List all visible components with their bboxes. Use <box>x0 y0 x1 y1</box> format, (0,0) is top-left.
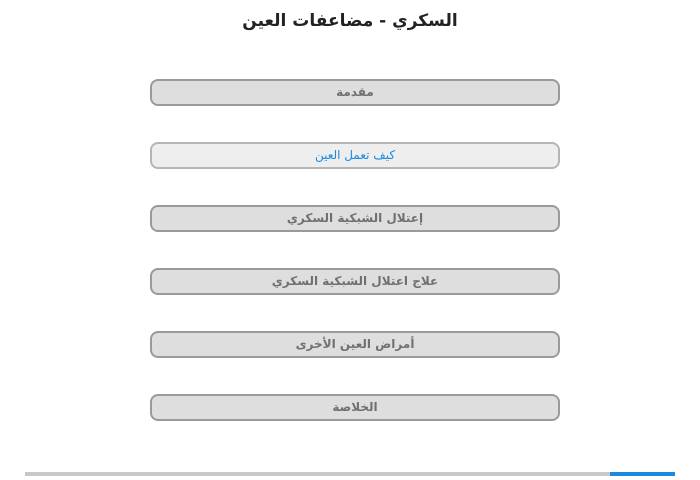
menu-item-summary[interactable]: الخلاصة <box>150 394 560 421</box>
menu-item-how-eye-works[interactable]: كيف تعمل العين <box>150 142 560 169</box>
progress-bar-fill <box>610 472 675 476</box>
page-title: السكري - مضاعفات العين <box>242 11 458 31</box>
chapter-menu <box>150 79 560 457</box>
menu-item-introduction[interactable]: مقدمة <box>150 79 560 106</box>
menu-item-diabetic-retinopathy[interactable]: إعتلال الشبكية السكري <box>150 205 560 232</box>
menu-item-other-eye-diseases[interactable]: أمراض العين الأخرى <box>150 331 560 358</box>
progress-bar <box>25 472 675 476</box>
menu-item-retinopathy-treatment[interactable]: علاج اعتلال الشبكية السكري <box>150 268 560 295</box>
